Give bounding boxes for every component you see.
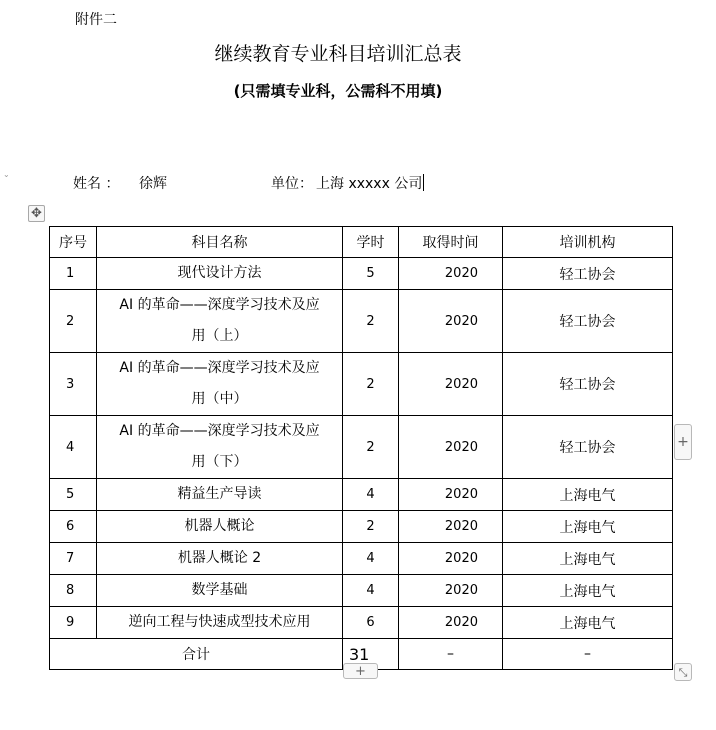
row-no[interactable]: 9 (50, 607, 97, 639)
course-name[interactable] (97, 416, 343, 479)
course-name-line: AI 的革命——深度学习技术及应 (119, 423, 320, 439)
course-organization[interactable]: 上海电气 (503, 575, 673, 607)
course-name-line: AI 的革命——深度学习技术及应 (119, 297, 320, 313)
course-organization[interactable]: 轻工协会 (503, 353, 673, 416)
course-name-line: 用（下） (191, 454, 248, 470)
course-hours[interactable]: 5 (343, 258, 399, 290)
course-name-line: 现代设计方法 (177, 265, 262, 281)
header-no: 序号 (50, 227, 97, 258)
course-year[interactable]: 2020 (399, 607, 503, 639)
course-name-line: 机器人概论 (184, 518, 255, 534)
total-org[interactable]: – (503, 639, 673, 670)
course-organization[interactable]: 轻工协会 (503, 258, 673, 290)
course-name[interactable] (97, 511, 343, 543)
course-year[interactable]: 2020 (399, 258, 503, 290)
course-name[interactable] (97, 353, 343, 416)
table-row (50, 479, 673, 511)
course-year[interactable]: 2020 (399, 353, 503, 416)
unit-label: 单位： (271, 176, 313, 192)
table-row (50, 607, 673, 639)
course-organization[interactable]: 上海电气 (503, 511, 673, 543)
course-hours[interactable]: 2 (343, 290, 399, 353)
course-name[interactable] (97, 479, 343, 511)
course-hours[interactable]: 4 (343, 479, 399, 511)
course-hours[interactable]: 4 (343, 575, 399, 607)
table-row (50, 258, 673, 290)
table-row (50, 575, 673, 607)
course-year[interactable]: 2020 (399, 575, 503, 607)
table-resize-handle-icon[interactable]: ⤡ (674, 663, 692, 681)
unit-value[interactable] (316, 173, 424, 193)
table-row (50, 511, 673, 543)
page-corner-mark: ⌄ (3, 170, 10, 179)
header-organization: 培训机构 (503, 227, 673, 258)
row-no[interactable]: 4 (50, 416, 97, 479)
course-hours[interactable]: 2 (343, 353, 399, 416)
course-hours[interactable]: 2 (343, 416, 399, 479)
total-year[interactable]: – (399, 639, 503, 670)
course-year[interactable]: 2020 (399, 290, 503, 353)
row-no[interactable]: 7 (50, 543, 97, 575)
total-label[interactable]: 合计 (50, 639, 343, 670)
table-row (50, 416, 673, 479)
name-label: 姓名 ： (73, 176, 120, 192)
row-no[interactable]: 2 (50, 290, 97, 353)
text-cursor (423, 174, 424, 191)
course-year[interactable]: 2020 (399, 511, 503, 543)
table-row (50, 290, 673, 353)
header-course-name: 科目名称 (97, 227, 343, 258)
row-no[interactable]: 3 (50, 353, 97, 416)
document-subtitle: (只需填专业科，公需科不用填) (233, 82, 443, 100)
course-year[interactable]: 2020 (399, 416, 503, 479)
course-organization[interactable]: 轻工协会 (503, 416, 673, 479)
course-hours[interactable]: 4 (343, 543, 399, 575)
total-hours[interactable]: 31 (343, 639, 399, 670)
course-organization[interactable]: 上海电气 (503, 607, 673, 639)
course-organization[interactable]: 上海电气 (503, 479, 673, 511)
header-year: 取得时间 (399, 227, 503, 258)
table-row (50, 543, 673, 575)
course-name-line: 数学基础 (191, 582, 248, 598)
course-name[interactable] (97, 607, 343, 639)
course-name-line: 用（中） (191, 391, 248, 407)
row-no[interactable]: 8 (50, 575, 97, 607)
plus-icon: + (355, 663, 366, 679)
course-organization[interactable]: 上海电气 (503, 543, 673, 575)
course-name-line: 逆向工程与快速成型技术应用 (128, 614, 311, 630)
course-name[interactable] (97, 543, 343, 575)
course-name-line: AI 的革命——深度学习技术及应 (119, 360, 320, 376)
table-move-handle-icon[interactable]: ✥ (28, 205, 45, 222)
course-name-line: 机器人概论 2 (177, 550, 262, 566)
add-column-button[interactable] (674, 424, 692, 460)
course-name-line: 精益生产导读 (177, 486, 262, 502)
table-row (50, 353, 673, 416)
course-hours[interactable]: 2 (343, 511, 399, 543)
course-summary-table (49, 226, 673, 670)
unit-value-text[interactable]: 上海 xxxxx 公司 (316, 176, 423, 192)
table-header-row (50, 227, 673, 258)
course-year[interactable]: 2020 (399, 543, 503, 575)
attachment-label: 附件二 (75, 12, 117, 28)
course-year[interactable]: 2020 (399, 479, 503, 511)
plus-icon: + (677, 434, 689, 450)
course-name-line: 用（上） (191, 328, 248, 344)
course-name[interactable] (97, 290, 343, 353)
course-name[interactable] (97, 258, 343, 290)
row-no[interactable]: 6 (50, 511, 97, 543)
row-no[interactable]: 1 (50, 258, 97, 290)
name-value[interactable]: 徐辉 (139, 176, 167, 192)
add-row-button[interactable] (343, 663, 378, 679)
course-hours[interactable]: 6 (343, 607, 399, 639)
course-name[interactable] (97, 575, 343, 607)
header-hours: 学时 (343, 227, 399, 258)
row-no[interactable]: 5 (50, 479, 97, 511)
course-organization[interactable]: 轻工协会 (503, 290, 673, 353)
document-title: 继续教育专业科目培训汇总表 (214, 43, 462, 65)
